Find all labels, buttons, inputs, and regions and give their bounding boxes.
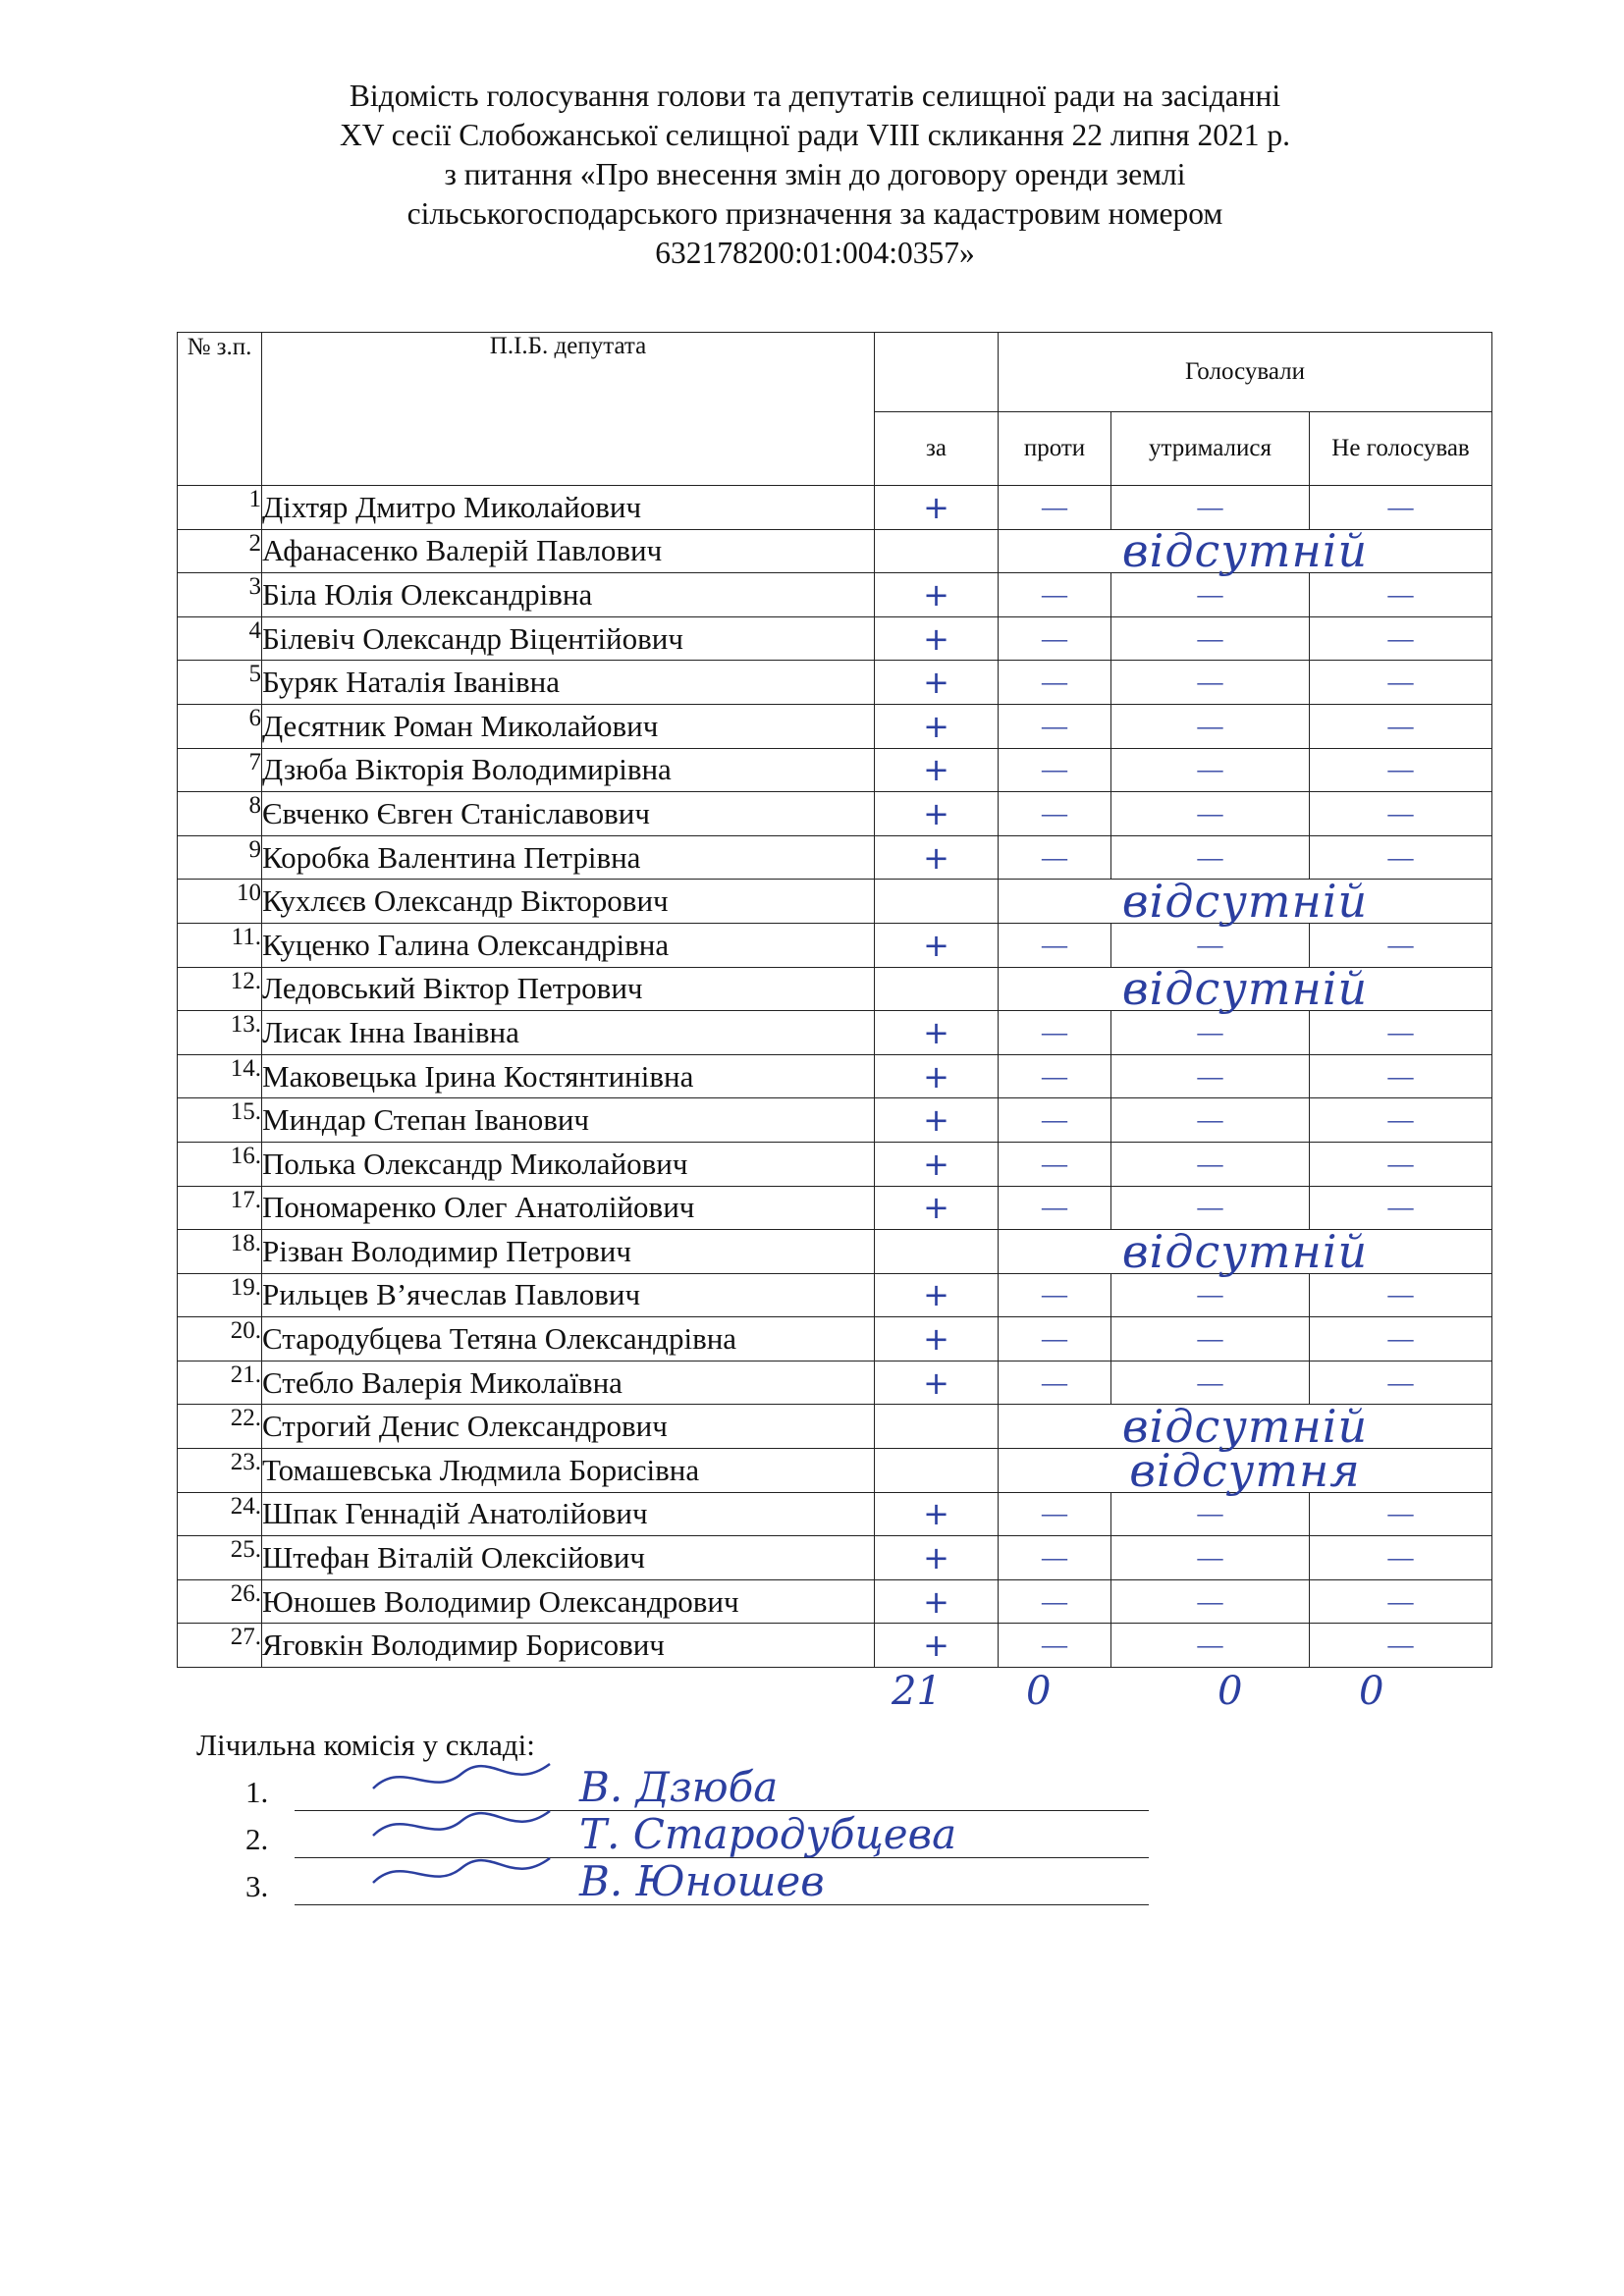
vote-for-mark: + <box>875 835 999 880</box>
vote-against-dash: — <box>999 792 1111 836</box>
table-row <box>178 1361 1492 1405</box>
deputy-name: Ледовський Віктор Петрович <box>262 967 875 1011</box>
vote-abstain-dash: — <box>1111 573 1310 617</box>
row-number: 15. <box>178 1098 262 1143</box>
vote-notvoted-dash: — <box>1310 1098 1492 1143</box>
vote-notvoted-dash: — <box>1310 1317 1492 1362</box>
row-number: 8 <box>178 792 262 836</box>
deputy-name: Шпак Геннадій Анатолійович <box>262 1492 875 1536</box>
total-abstain: 0 <box>1218 1669 1243 1714</box>
vote-abstain-dash: — <box>1111 1317 1310 1362</box>
vote-against-dash: — <box>999 661 1111 705</box>
vote-for-mark: + <box>875 1011 999 1055</box>
total-for: 21 <box>892 1669 942 1714</box>
table-row <box>178 1492 1492 1536</box>
vote-abstain-dash: — <box>1111 661 1310 705</box>
vote-abstain-dash: — <box>1111 1186 1310 1230</box>
table-row <box>178 880 1492 924</box>
vote-for-mark: + <box>875 573 999 617</box>
header-number: № з.п. <box>178 333 262 486</box>
deputy-name: Кухлєєв Олександр Вікторович <box>262 880 875 924</box>
vote-abstain-dash: — <box>1111 616 1310 661</box>
vote-notvoted-dash: — <box>1310 616 1492 661</box>
deputy-name: Коробка Валентина Петрівна <box>262 835 875 880</box>
vote-abstain-dash: — <box>1111 486 1310 530</box>
table-row <box>178 1449 1492 1493</box>
table-row <box>178 835 1492 880</box>
vote-against-dash: — <box>999 1011 1111 1055</box>
row-number: 25. <box>178 1536 262 1580</box>
vote-for-cell <box>875 1449 999 1493</box>
vote-for-mark: + <box>875 616 999 661</box>
vote-notvoted-dash: — <box>1310 1186 1492 1230</box>
vote-abstain-dash: — <box>1111 1536 1310 1580</box>
row-number: 24. <box>178 1492 262 1536</box>
header-abstain: утрималися <box>1111 412 1310 486</box>
vote-against-dash: — <box>999 1098 1111 1143</box>
row-number: 7 <box>178 748 262 792</box>
header-for: за <box>875 412 999 486</box>
deputy-name: Строгий Денис Олександрович <box>262 1405 875 1449</box>
vote-for-mark: + <box>875 1317 999 1362</box>
vote-notvoted-dash: — <box>1310 1054 1492 1098</box>
vote-notvoted-dash: — <box>1310 835 1492 880</box>
title-line-3: з питання «Про внесення змін до договору оренди землі <box>444 157 1186 191</box>
row-number: 18. <box>178 1230 262 1274</box>
row-number: 5 <box>178 661 262 705</box>
vote-notvoted-dash: — <box>1310 1536 1492 1580</box>
deputy-name: Томашевська Людмила Борисівна <box>262 1449 875 1493</box>
table-row <box>178 1579 1492 1624</box>
vote-notvoted-dash: — <box>1310 748 1492 792</box>
vote-notvoted-dash: — <box>1310 923 1492 967</box>
vote-abstain-dash: — <box>1111 923 1310 967</box>
row-number: 6 <box>178 704 262 748</box>
vote-notvoted-dash: — <box>1310 1273 1492 1317</box>
row-number: 3 <box>178 573 262 617</box>
vote-for-mark: + <box>875 486 999 530</box>
table-row <box>178 1405 1492 1449</box>
deputy-name: Дзюба Вікторія Володимирівна <box>262 748 875 792</box>
signature-name: Т. Стародубцева <box>579 1810 957 1858</box>
vote-abstain-dash: — <box>1111 1098 1310 1143</box>
vote-against-dash: — <box>999 748 1111 792</box>
vote-against-dash: — <box>999 1142 1111 1186</box>
row-number: 14. <box>178 1054 262 1098</box>
table-row <box>178 661 1492 705</box>
vote-for-mark: + <box>875 1492 999 1536</box>
row-number: 26. <box>178 1579 262 1624</box>
header-name: П.І.Б. депутата <box>262 333 875 486</box>
table-row <box>178 1624 1492 1668</box>
row-number: 16. <box>178 1142 262 1186</box>
vote-for-cell <box>875 880 999 924</box>
absent-note: відсутній <box>999 967 1492 1011</box>
row-number: 4 <box>178 616 262 661</box>
total-against: 0 <box>1026 1669 1052 1714</box>
vote-abstain-dash: — <box>1111 835 1310 880</box>
row-number: 27. <box>178 1624 262 1668</box>
vote-against-dash: — <box>999 1536 1111 1580</box>
vote-notvoted-dash: — <box>1310 1492 1492 1536</box>
deputy-name: Яговкін Володимир Борисович <box>262 1624 875 1668</box>
vote-for-mark: + <box>875 661 999 705</box>
row-number: 13. <box>178 1011 262 1055</box>
table-row <box>178 1186 1492 1230</box>
vote-for-mark: + <box>875 1579 999 1624</box>
total-notvoted: 0 <box>1359 1669 1384 1714</box>
deputy-name: Буряк Наталія Іванівна <box>262 661 875 705</box>
vote-abstain-dash: — <box>1111 1579 1310 1624</box>
vote-for-mark: + <box>875 1273 999 1317</box>
title-line-1: Відомість голосування голови та депутатів селищної ради на засіданні <box>349 79 1281 113</box>
deputy-name: Лисак Інна Іванівна <box>262 1011 875 1055</box>
vote-for-mark: + <box>875 704 999 748</box>
title-line-2: XV сесії Слобожанської селищної ради VIII скликання 22 липня 2021 р. <box>339 118 1291 152</box>
vote-for-mark: + <box>875 1361 999 1405</box>
title-line-5: 632178200:01:004:0357» <box>655 236 975 270</box>
table-row <box>178 1142 1492 1186</box>
vote-abstain-dash: — <box>1111 1011 1310 1055</box>
absent-note: відсутній <box>999 880 1492 924</box>
deputy-name: Куценко Галина Олександрівна <box>262 923 875 967</box>
deputy-name: Стародубцева Тетяна Олександрівна <box>262 1317 875 1362</box>
vote-against-dash: — <box>999 1273 1111 1317</box>
vote-against-dash: — <box>999 1054 1111 1098</box>
vote-for-mark: + <box>875 1186 999 1230</box>
vote-notvoted-dash: — <box>1310 573 1492 617</box>
deputy-name: Штефан Віталій Олексійович <box>262 1536 875 1580</box>
row-number: 19. <box>178 1273 262 1317</box>
vote-abstain-dash: — <box>1111 1054 1310 1098</box>
deputy-name: Маковецька Ірина Костянтинівна <box>262 1054 875 1098</box>
absent-note: відсутня <box>999 1449 1492 1493</box>
vote-against-dash: — <box>999 486 1111 530</box>
vote-against-dash: — <box>999 1579 1111 1624</box>
vote-notvoted-dash: — <box>1310 1361 1492 1405</box>
vote-abstain-dash: — <box>1111 704 1310 748</box>
row-number: 11. <box>178 923 262 967</box>
vote-for-cell <box>875 967 999 1011</box>
signature-name: В. Дзюба <box>579 1763 779 1811</box>
vote-for-mark: + <box>875 923 999 967</box>
table-row <box>178 486 1492 530</box>
row-number: 17. <box>178 1186 262 1230</box>
header-voted: Голосували <box>999 333 1492 412</box>
row-number: 10 <box>178 880 262 924</box>
deputy-name: Рильцев В’ячеслав Павлович <box>262 1273 875 1317</box>
totals-row <box>0 1669 1624 1718</box>
row-number: 1 <box>178 486 262 530</box>
vote-notvoted-dash: — <box>1310 661 1492 705</box>
member-number: 1. <box>245 1775 269 1809</box>
table-row <box>178 573 1492 617</box>
absent-note: відсутній <box>999 529 1492 573</box>
vote-notvoted-dash: — <box>1310 486 1492 530</box>
voting-table <box>177 332 1492 1668</box>
row-number: 9 <box>178 835 262 880</box>
vote-notvoted-dash: — <box>1310 792 1492 836</box>
table-row <box>178 792 1492 836</box>
vote-for-cell <box>875 1405 999 1449</box>
vote-against-dash: — <box>999 1317 1111 1362</box>
vote-notvoted-dash: — <box>1310 704 1492 748</box>
vote-for-mark: + <box>875 1054 999 1098</box>
vote-notvoted-dash: — <box>1310 1011 1492 1055</box>
deputy-name: Різван Володимир Петрович <box>262 1230 875 1274</box>
row-number: 23. <box>178 1449 262 1493</box>
row-number: 22. <box>178 1405 262 1449</box>
document-title <box>177 77 1453 273</box>
title-line-4: сільськогосподарського призначення за кадастровим номером <box>406 196 1223 231</box>
table-row <box>178 923 1492 967</box>
deputy-name: Десятник Роман Миколайович <box>262 704 875 748</box>
vote-for-mark: + <box>875 1142 999 1186</box>
vote-against-dash: — <box>999 1492 1111 1536</box>
vote-for-mark: + <box>875 1624 999 1668</box>
vote-notvoted-dash: — <box>1310 1624 1492 1668</box>
vote-abstain-dash: — <box>1111 1142 1310 1186</box>
row-number: 21. <box>178 1361 262 1405</box>
deputy-name: Євченко Євген Станіславович <box>262 792 875 836</box>
table-row <box>178 1230 1492 1274</box>
vote-against-dash: — <box>999 1361 1111 1405</box>
table-row <box>178 1098 1492 1143</box>
vote-abstain-dash: — <box>1111 1273 1310 1317</box>
table-row <box>178 1273 1492 1317</box>
member-number: 2. <box>245 1822 269 1856</box>
vote-abstain-dash: — <box>1111 792 1310 836</box>
deputy-name: Пономаренко Олег Анатолійович <box>262 1186 875 1230</box>
vote-for-cell <box>875 529 999 573</box>
header-notvoted: Не голосував <box>1310 412 1492 486</box>
vote-for-mark: + <box>875 792 999 836</box>
signature-scrawl <box>363 1843 560 1902</box>
deputy-name: Юношев Володимир Олександрович <box>262 1579 875 1624</box>
table-row <box>178 1011 1492 1055</box>
table-row <box>178 616 1492 661</box>
header-for-blank <box>875 333 999 412</box>
vote-against-dash: — <box>999 704 1111 748</box>
vote-abstain-dash: — <box>1111 1492 1310 1536</box>
table-row <box>178 529 1492 573</box>
table-row <box>178 1054 1492 1098</box>
commission-label: Лічильна комісія у складі: <box>196 1728 535 1762</box>
vote-against-dash: — <box>999 923 1111 967</box>
vote-notvoted-dash: — <box>1310 1142 1492 1186</box>
row-number: 12. <box>178 967 262 1011</box>
deputy-name: Біла Юлія Олександрівна <box>262 573 875 617</box>
member-number: 3. <box>245 1869 269 1903</box>
signature-name: В. Юношев <box>579 1857 825 1905</box>
vote-for-mark: + <box>875 1536 999 1580</box>
vote-for-mark: + <box>875 1098 999 1143</box>
deputy-name: Полька Олександр Миколайович <box>262 1142 875 1186</box>
vote-against-dash: — <box>999 573 1111 617</box>
vote-notvoted-dash: — <box>1310 1579 1492 1624</box>
vote-against-dash: — <box>999 1186 1111 1230</box>
deputy-name: Білевіч Олександр Віцентійович <box>262 616 875 661</box>
vote-against-dash: — <box>999 835 1111 880</box>
table-row <box>178 967 1492 1011</box>
header-against: проти <box>999 412 1111 486</box>
table-row <box>178 1317 1492 1362</box>
vote-against-dash: — <box>999 1624 1111 1668</box>
deputy-name: Миндар Степан Іванович <box>262 1098 875 1143</box>
absent-note: відсутній <box>999 1405 1492 1449</box>
deputy-name: Діхтяр Дмитро Миколайович <box>262 486 875 530</box>
row-number: 20. <box>178 1317 262 1362</box>
deputy-name: Стебло Валерія Миколаївна <box>262 1361 875 1405</box>
absent-note: відсутній <box>999 1230 1492 1274</box>
vote-abstain-dash: — <box>1111 1624 1310 1668</box>
vote-abstain-dash: — <box>1111 748 1310 792</box>
vote-for-cell <box>875 1230 999 1274</box>
vote-abstain-dash: — <box>1111 1361 1310 1405</box>
vote-against-dash: — <box>999 616 1111 661</box>
table-row <box>178 748 1492 792</box>
vote-for-mark: + <box>875 748 999 792</box>
row-number: 2 <box>178 529 262 573</box>
table-row <box>178 704 1492 748</box>
deputy-name: Афанасенко Валерій Павлович <box>262 529 875 573</box>
table-row <box>178 1536 1492 1580</box>
